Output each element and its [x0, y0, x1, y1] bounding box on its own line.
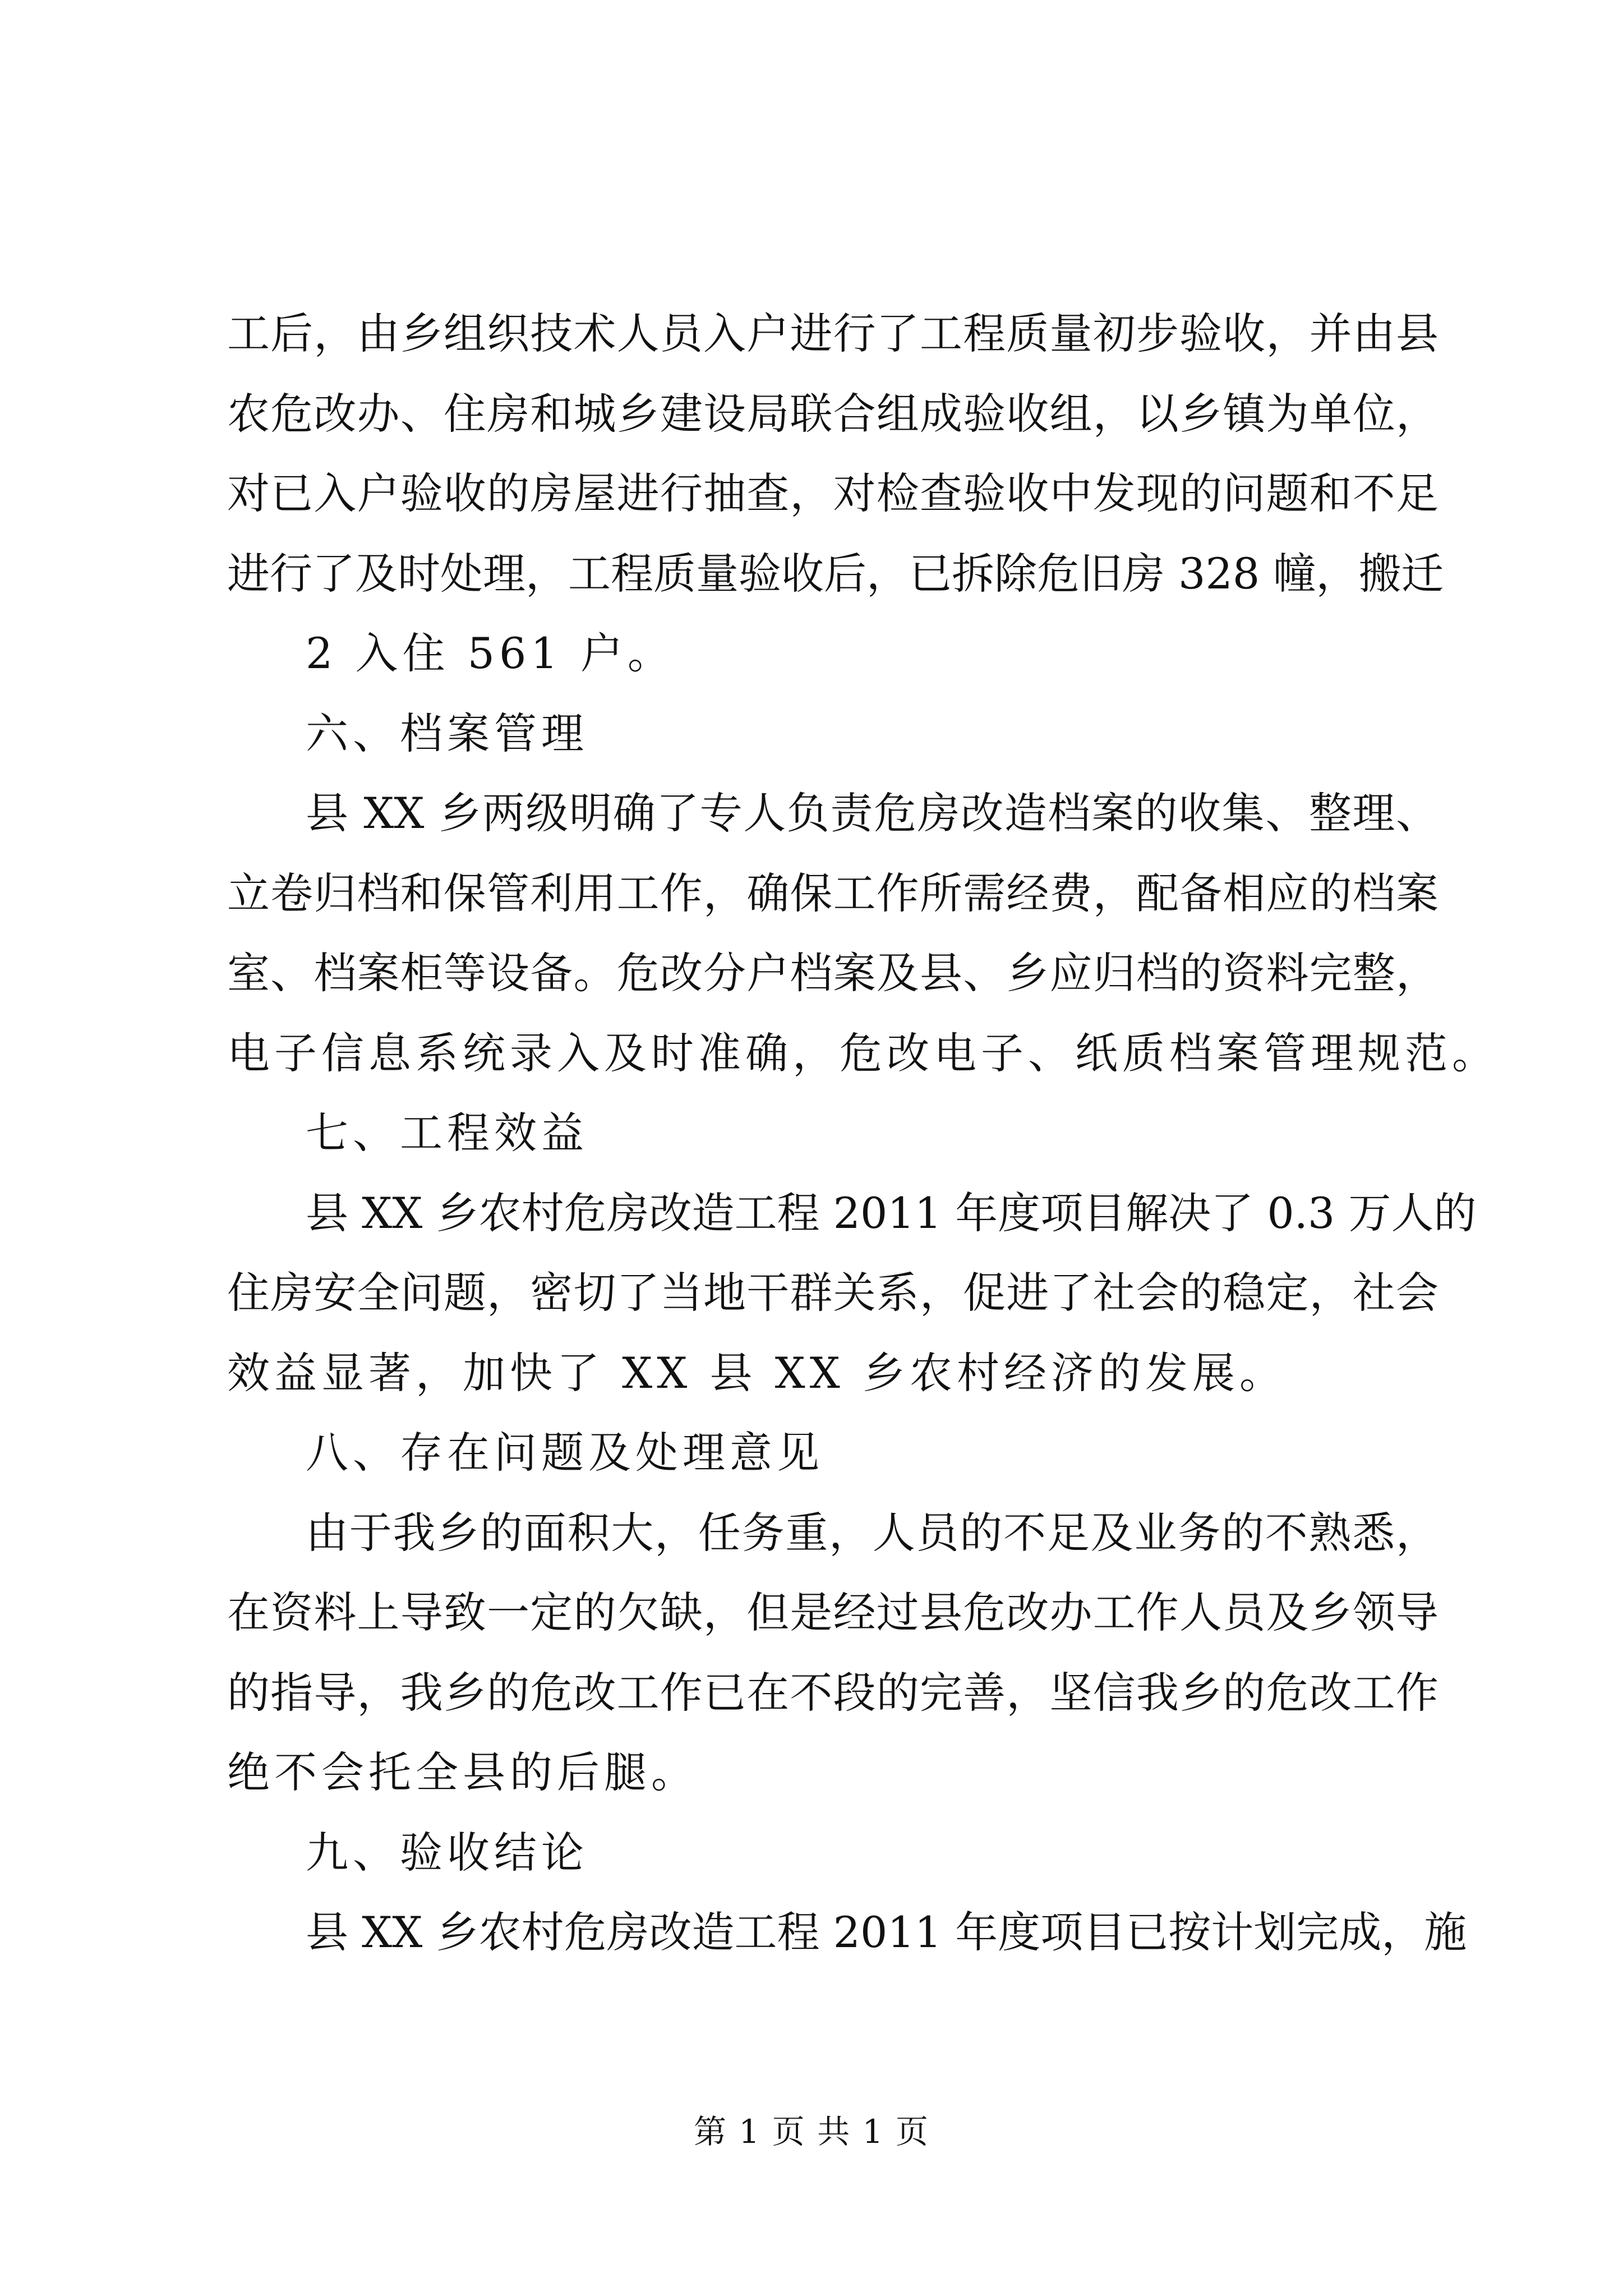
section-heading: 六、档案管理: [306, 708, 588, 758]
body-text-line: 效益显著，加快了 XX 县 XX 乡农村经济的发展。: [227, 1348, 1287, 1398]
body-text-line: 进行了及时处理，工程质量验收后，已拆除危旧房 328 幢，搬迁: [227, 549, 1444, 599]
body-text-line: 的指导，我乡的危改工作已在不段的完善，坚信我乡的危改工作: [227, 1668, 1438, 1718]
section-heading: 八、存在问题及处理意见: [306, 1428, 824, 1478]
page-footer: 第 1 页 共 1 页: [694, 2113, 929, 2151]
body-text-line: 室、档案柜等设备。危改分户档案及县、乡应归档的资料完整，: [227, 948, 1438, 998]
body-text-line: 住房安全问题，密切了当地干群关系，促进了社会的稳定，社会: [227, 1268, 1438, 1318]
body-text-line: 在资料上导致一定的欠缺，但是经过县危改办工作人员及乡领导: [227, 1588, 1438, 1637]
paragraph-first-line: 县 XX 乡农村危房改造工程 2011 年度项目解决了 0.3 万人的: [306, 1188, 1477, 1238]
section-heading: 九、验收结论: [306, 1828, 588, 1878]
section-heading: 七、工程效益: [306, 1108, 588, 1158]
paragraph-first-line: 由于我乡的面积大，任务重，人员的不足及业务的不熟悉，: [306, 1508, 1438, 1558]
body-text-line: 电子信息系统录入及时准确，危改电子、纸质档案管理规范。: [227, 1028, 1499, 1078]
body-text-line: 绝不会托全县的后腿。: [227, 1747, 698, 1797]
paragraph-first-line: 县 XX 乡农村危房改造工程 2011 年度项目已按计划完成，施: [306, 1907, 1467, 1957]
paragraph-first-line: 县 XX 乡两级明确了专人负责危房改造档案的收集、整理、: [306, 788, 1438, 838]
body-text-line: 农危改办、住房和城乡建设局联合组成验收组，以乡镇为单位，: [227, 389, 1438, 439]
body-text-line: 工后，由乡组织技术人员入户进行了工程质量初步验收，并由县: [227, 309, 1438, 358]
body-text-line: 立卷归档和保管利用工作，确保工作所需经费，配备相应的档案: [227, 868, 1438, 918]
body-text-line: 对已入户验收的房屋进行抽查，对检查验收中发现的问题和不足: [227, 468, 1438, 518]
body-text-line: 2 入住 561 户。: [306, 628, 675, 678]
